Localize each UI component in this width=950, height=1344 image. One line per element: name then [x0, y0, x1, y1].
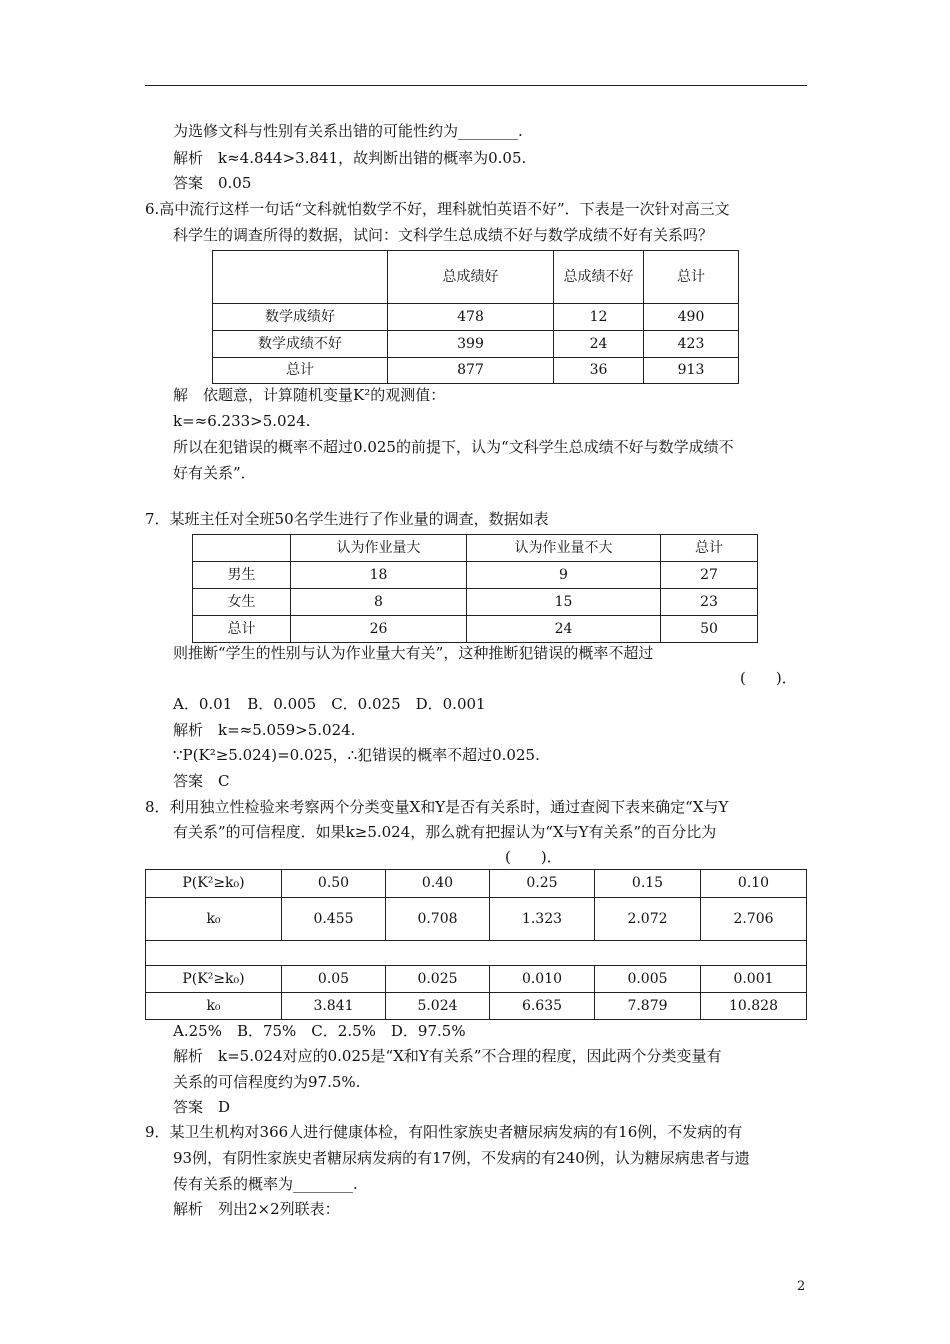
- question-9-line: 93例，有阴性家族史者糖尿病发病的有17例，不发病的有240例，认为糖尿病患者与遗: [173, 1149, 750, 1167]
- table-cell: 490: [644, 304, 739, 331]
- answer-blank-paren: ( )．: [505, 848, 562, 866]
- table-q7: [192, 534, 758, 643]
- table-cell: 数学成绩不好: [213, 331, 388, 358]
- table-cell: 男生: [193, 562, 291, 589]
- table-row: [146, 993, 807, 1020]
- table-cell: [554, 251, 644, 304]
- table-cell: 7.879: [595, 993, 701, 1020]
- solution-line: 解析 k=5.024对应的0.025是“X和Y有关系”不合理的程度，因此两个分类变量有: [173, 1047, 722, 1065]
- table-q8: [145, 869, 807, 1020]
- solution-line: 关系的可信程度约为97.5%.: [173, 1073, 361, 1091]
- table-cell: 27: [661, 562, 758, 589]
- table-cell: 0.010: [490, 966, 595, 993]
- table-cell: 8: [291, 589, 467, 616]
- table-cell: k₀: [146, 993, 282, 1020]
- table-cell: 877: [388, 358, 554, 384]
- table-cell: 0.005: [595, 966, 701, 993]
- table-cell: k₀: [146, 898, 282, 941]
- solution-line: 所以在犯错误的概率不超过0.025的前提下，认为“文科学生总成绩不好与数学成绩不: [173, 438, 734, 456]
- table-cell: 26: [291, 616, 467, 643]
- table-cell: [213, 251, 388, 304]
- table-cell: 478: [388, 304, 554, 331]
- table-cell: 24: [467, 616, 661, 643]
- table-cell: 6.635: [490, 993, 595, 1020]
- table-cell: 3.841: [282, 993, 386, 1020]
- solution-line: 解析 k=≈5.059>5.024.: [173, 721, 356, 739]
- table-cell: 0.10: [701, 870, 807, 898]
- table-cell-text: 总成绩不好: [563, 269, 634, 285]
- question-8-line: 有关系”的可信程度．如果k≥5.024，那么就有把握认为“X与Y有关系”的百分比为: [173, 823, 717, 841]
- table-cell: 总计: [661, 535, 758, 562]
- table-cell: 23: [661, 589, 758, 616]
- table-row: [213, 304, 739, 331]
- table-cell: 女生: [193, 589, 291, 616]
- table-header-row: [193, 535, 758, 562]
- question-6-line: 6.高中流行这样一句话“文科就怕数学不好，理科就怕英语不好”．下表是一次针对高三文: [145, 200, 730, 218]
- table-cell: 0.50: [282, 870, 386, 898]
- table-cell: 423: [644, 331, 739, 358]
- question-8-line: 8．利用独立性检验来考察两个分类变量X和Y是否有关系时，通过查阅下表来确定“X与Y: [145, 798, 729, 816]
- table-row: [193, 616, 758, 643]
- table-cell: 数学成绩好: [213, 304, 388, 331]
- question-6-line: 科学生的调查所得的数据，试问：文科学生总成绩不好与数学成绩不好有关系吗？: [173, 226, 714, 244]
- table-cell: 5.024: [386, 993, 490, 1020]
- table-row: [146, 870, 807, 898]
- options-line: A.25% B．75% C．2.5% D．97.5%: [173, 1022, 466, 1040]
- table-cell: 0.15: [595, 870, 701, 898]
- table-cell: 2.072: [595, 898, 701, 941]
- table-cell: 24: [554, 331, 644, 358]
- table-row: [193, 562, 758, 589]
- options-line: A．0.01 B．0.005 C．0.025 D．0.001: [173, 695, 486, 713]
- table-cell: 0.25: [490, 870, 595, 898]
- table-row: [193, 589, 758, 616]
- table-cell: P(K²≥k₀): [146, 870, 282, 898]
- table-cell: 50: [661, 616, 758, 643]
- table-cell: 0.455: [282, 898, 386, 941]
- question-9-line: 传有关系的概率为________.: [173, 1175, 358, 1193]
- table-cell: 36: [554, 358, 644, 384]
- header-rule: [145, 85, 807, 86]
- table-row: [213, 358, 739, 384]
- solution-line: ∵P(K²≥5.024)=0.025，∴犯错误的概率不超过0.025.: [173, 746, 540, 764]
- table-row: [146, 898, 807, 941]
- table-cell: 1.323: [490, 898, 595, 941]
- answer-line: 答案 0.05: [173, 174, 252, 192]
- text-line: 为选修文科与性别有关系出错的可能性约为________.: [173, 122, 523, 140]
- table-cell: [146, 941, 807, 966]
- question-9-line: 9．某卫生机构对366人进行健康体检，有阳性家族史者糖尿病发病的有16例，不发病的有: [145, 1123, 743, 1141]
- table-spacer-row: [146, 941, 807, 966]
- table-header-row: [213, 251, 739, 304]
- table-cell: 9: [467, 562, 661, 589]
- table-cell: 总成绩好: [388, 251, 554, 304]
- table-cell: 15: [467, 589, 661, 616]
- table-cell: 认为作业量不大: [467, 535, 661, 562]
- solution-line: 好有关系”．: [173, 464, 256, 482]
- table-cell: 913: [644, 358, 739, 384]
- solution-line: 解析 k≈4.844>3.841，故判断出错的概率为0.05.: [173, 149, 527, 167]
- table-cell: 0.001: [701, 966, 807, 993]
- table-cell: [193, 535, 291, 562]
- question-7-line: 则推断“学生的性别与认为作业量大有关”，这种推断犯错误的概率不超过: [173, 644, 654, 662]
- table-cell: P(K²≥k₀): [146, 966, 282, 993]
- table-cell: 认为作业量大: [291, 535, 467, 562]
- table-cell: 0.708: [386, 898, 490, 941]
- solution-line: k=≈6.233>5.024.: [173, 412, 311, 430]
- answer-line: 答案 D: [173, 1098, 231, 1116]
- table-cell: 总计: [193, 616, 291, 643]
- table-cell: 18: [291, 562, 467, 589]
- table-row: [146, 966, 807, 993]
- table-cell: 0.025: [386, 966, 490, 993]
- table-row: [213, 331, 739, 358]
- solution-line: 解 依题意，计算随机变量K²的观测值：: [173, 386, 446, 404]
- page-number: 2: [797, 1279, 806, 1294]
- answer-line: 答案 C: [173, 772, 230, 790]
- table-cell: 0.40: [386, 870, 490, 898]
- table-cell: 总计: [644, 251, 739, 304]
- table-cell: 总计: [213, 358, 388, 384]
- answer-blank-paren: ( )．: [740, 669, 797, 687]
- solution-line: 解析 列出2×2列联表：: [173, 1200, 340, 1218]
- table-q6: [212, 250, 739, 384]
- table-cell: 399: [388, 331, 554, 358]
- table-cell: 12: [554, 304, 644, 331]
- table-cell: 10.828: [701, 993, 807, 1020]
- question-7-line: 7．某班主任对全班50名学生进行了作业量的调查，数据如表: [145, 510, 549, 528]
- table-cell: 0.05: [282, 966, 386, 993]
- table-cell: 2.706: [701, 898, 807, 941]
